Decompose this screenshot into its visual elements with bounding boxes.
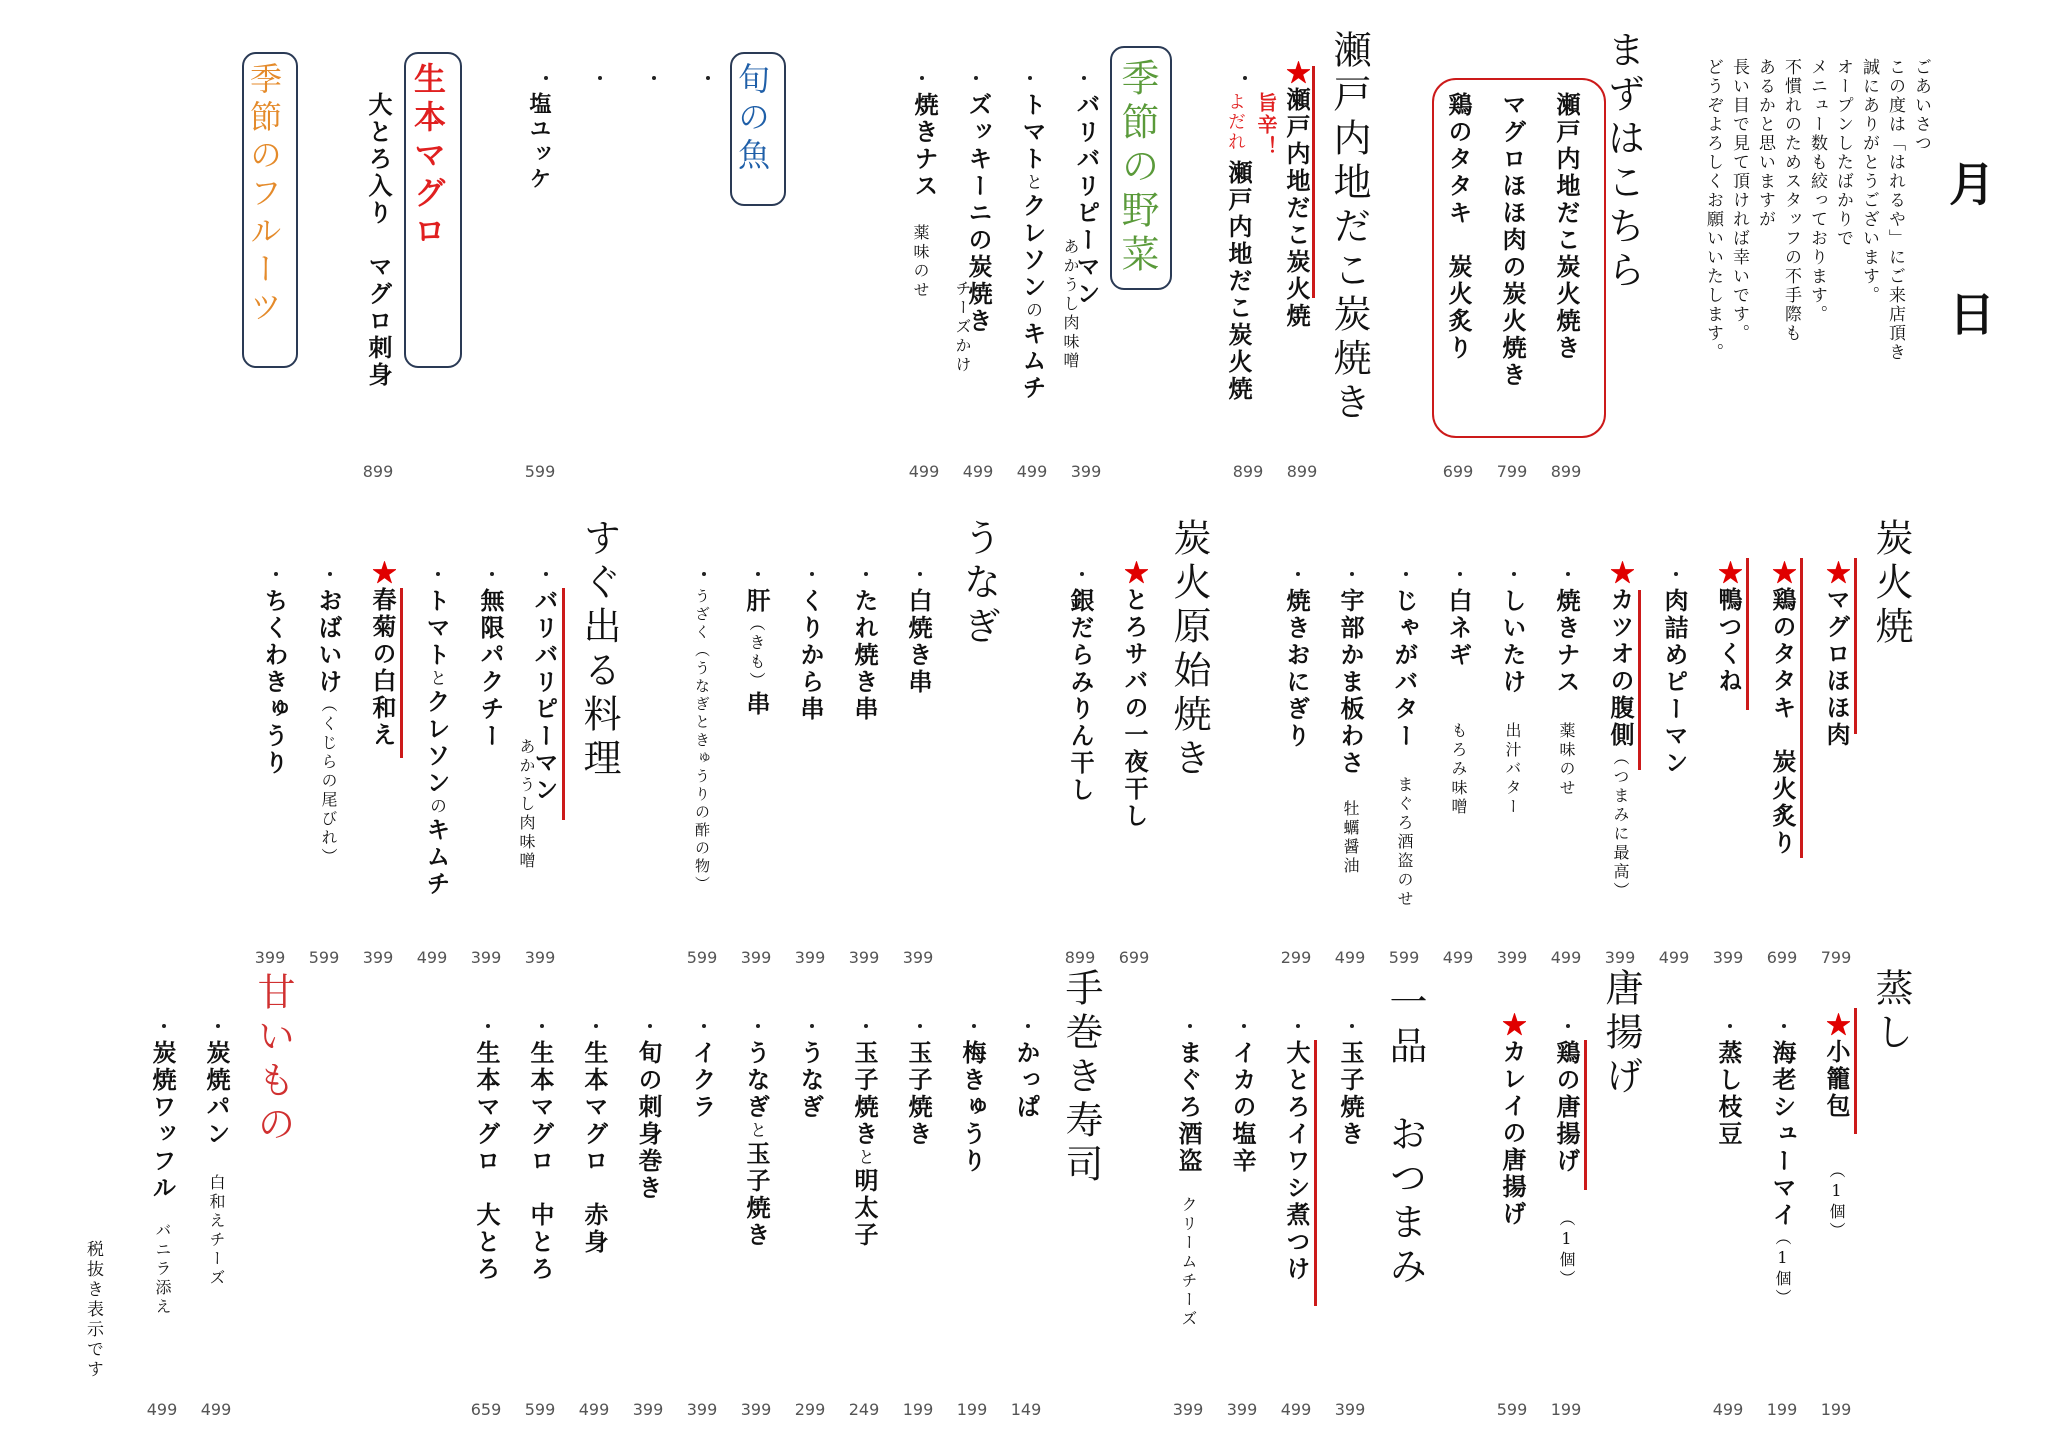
bullet xyxy=(702,572,706,576)
menu-note: 薬味のせ xyxy=(911,224,930,300)
bullet xyxy=(598,76,602,80)
tax-note: 税抜き表示です xyxy=(83,1240,103,1380)
menu-note: あかうし肉味噌 xyxy=(517,738,536,871)
menu-item-shirayaki: 白焼き串 xyxy=(904,588,933,696)
section-title-ippin: 一品 おつまみ xyxy=(1383,982,1427,1290)
menu-item-kurikara: くりから串 xyxy=(796,588,825,723)
price: 299 xyxy=(794,1400,826,1419)
red-underline xyxy=(1314,1040,1317,1306)
menu-item-mugen-pakuchi: 無限パクチー xyxy=(476,588,505,750)
bullet xyxy=(756,1024,760,1028)
section-title-karaage: 唐揚げ xyxy=(1599,968,1643,1100)
price: 499 xyxy=(146,1400,178,1419)
menu-item-maguro-akami: 生本マグロ 赤身 xyxy=(580,1040,609,1256)
menu-note: チーズかけ xyxy=(953,280,972,375)
section-title-yasai: 季節の野菜 xyxy=(1115,58,1159,278)
bullet xyxy=(1242,1024,1246,1028)
bullet xyxy=(1566,1024,1570,1028)
bullet xyxy=(1350,1024,1354,1028)
menu-item-tamago-maki: 玉子焼き xyxy=(904,1040,933,1148)
bullet xyxy=(1243,76,1247,80)
price: 899 xyxy=(1232,462,1264,481)
menu-item-gindara: 銀だらみりん干し xyxy=(1066,588,1095,804)
menu-item-tamago-mentai: 玉子焼きと明太子 xyxy=(850,1040,879,1249)
price: 899 xyxy=(1286,462,1318,481)
price: 399 xyxy=(470,948,502,967)
red-underline xyxy=(562,588,565,820)
section-title-mushi: 蒸し xyxy=(1869,968,1913,1056)
price: 199 xyxy=(1766,1400,1798,1419)
bullet xyxy=(544,572,548,576)
price: 899 xyxy=(1064,948,1096,967)
bullet xyxy=(918,1024,922,1028)
sauce-label: よだれ xyxy=(1225,92,1246,152)
section-title-shun: 旬の魚 xyxy=(733,62,771,176)
price: 799 xyxy=(1820,948,1852,967)
menu-item-maguro-otoro: 生本マグロ 大とろ xyxy=(472,1040,501,1283)
price: 149 xyxy=(1010,1400,1042,1419)
price: 399 xyxy=(740,948,772,967)
bullet xyxy=(706,76,710,80)
spicy-label: 旨辛！ xyxy=(1254,92,1278,158)
price: 399 xyxy=(848,948,880,967)
menu-item-kamo-tsukune: ★鴨つくね xyxy=(1714,560,1743,695)
menu-item-maguro-sashimi: 大とろ入り マグロ刺身 xyxy=(364,92,393,389)
price: 399 xyxy=(254,948,286,967)
menu-item-tomato-kimchi: トマトとクレソンのキムチ xyxy=(1018,92,1047,402)
section-title-amai: 甘いもの xyxy=(251,972,295,1148)
red-underline xyxy=(1746,558,1749,710)
bullet xyxy=(1782,1024,1786,1028)
menu-item-yakinasu: 焼きナス xyxy=(910,92,939,200)
menu-note: 牡蠣醤油 xyxy=(1341,800,1360,876)
menu-item-katsuo-harakawa: ★カツオの腹側（つまみに最高） xyxy=(1606,560,1635,901)
price: 499 xyxy=(578,1400,610,1419)
price: 499 xyxy=(1442,948,1474,967)
menu-item-ebi-shumai: 海老シューマイ（1個） xyxy=(1768,1040,1797,1308)
price: 599 xyxy=(524,462,556,481)
menu-item-shiitake: しいたけ xyxy=(1498,588,1527,696)
bullet xyxy=(1080,572,1084,576)
bullet xyxy=(652,76,656,80)
menu-item-chikuwa: ちくわきゅうり xyxy=(260,588,289,777)
bullet xyxy=(1026,1024,1030,1028)
price: 399 xyxy=(1226,1400,1258,1419)
price: 499 xyxy=(1712,1400,1744,1419)
red-underline xyxy=(1854,558,1857,734)
bullet xyxy=(216,1024,220,1028)
price: 499 xyxy=(1280,1400,1312,1419)
menu-note: クリームチーズ xyxy=(1179,1196,1198,1329)
price: 199 xyxy=(1820,1400,1852,1419)
bullet xyxy=(920,76,924,80)
section-title-temaki: 手巻き寿司 xyxy=(1059,968,1103,1188)
bullet xyxy=(1674,572,1678,576)
menu-item-maguro-hoho: マグロほほ肉の炭火焼き xyxy=(1498,92,1527,389)
price: 199 xyxy=(1550,1400,1582,1419)
menu-item-jaga-butter: じゃがバター xyxy=(1390,588,1419,750)
red-underline xyxy=(400,588,403,758)
section-title-mazu: まずはこちら xyxy=(1601,30,1645,294)
price: 599 xyxy=(1388,948,1420,967)
bullet xyxy=(864,1024,868,1028)
bullet xyxy=(1188,1024,1192,1028)
red-underline xyxy=(1312,66,1315,298)
menu-item-toro-saba: ★とろサバの一夜干し xyxy=(1120,560,1149,830)
menu-item-shungiku: ★春菊の白和え xyxy=(368,560,397,749)
menu-item-shiokara: イカの塩辛 xyxy=(1228,1040,1257,1175)
price: 499 xyxy=(1658,948,1690,967)
bullet xyxy=(1082,76,1086,80)
bullet xyxy=(810,572,814,576)
price: 499 xyxy=(962,462,994,481)
menu-item-tako-yodare: 瀬戸内地だこ炭火焼 xyxy=(1224,160,1253,403)
menu-item-tako-sumibi-2: ★瀬戸内地だこ炭火焼 xyxy=(1282,60,1311,330)
price: 399 xyxy=(902,948,934,967)
menu-item-tori-tataki: 鶏のタタキ 炭火炙り xyxy=(1444,92,1473,362)
bullet xyxy=(1566,572,1570,576)
bullet xyxy=(540,1024,544,1028)
price: 499 xyxy=(416,948,448,967)
bullet xyxy=(648,1024,652,1028)
menu-item-unagi-maki: うなぎ xyxy=(796,1040,825,1121)
price: 699 xyxy=(1766,948,1798,967)
menu-item-shironegi: 白ネギ xyxy=(1444,588,1473,669)
price: 399 xyxy=(524,948,556,967)
bullet xyxy=(328,572,332,576)
price: 249 xyxy=(848,1400,880,1419)
bullet xyxy=(436,572,440,576)
menu-item-piman: バリバリピーマン xyxy=(1072,92,1101,308)
bullet xyxy=(864,572,868,576)
price: 399 xyxy=(1070,462,1102,481)
price: 899 xyxy=(362,462,394,481)
menu-item-yukke: 塩ユッケ xyxy=(526,92,552,192)
section-title-genshi: 炭火原始焼き xyxy=(1167,518,1211,782)
red-underline xyxy=(1638,590,1641,770)
bullet xyxy=(918,572,922,576)
price: 499 xyxy=(908,462,940,481)
bullet xyxy=(1028,76,1032,80)
menu-item-kappa: かっぱ xyxy=(1012,1040,1041,1121)
price: 499 xyxy=(1550,948,1582,967)
price: 399 xyxy=(794,948,826,967)
menu-item-sumiyaki-pan: 炭焼パン xyxy=(202,1040,231,1148)
bullet xyxy=(486,1024,490,1028)
price: 499 xyxy=(200,1400,232,1419)
price: 599 xyxy=(524,1400,556,1419)
bullet xyxy=(544,76,548,80)
price: 799 xyxy=(1496,462,1528,481)
price: 199 xyxy=(902,1400,934,1419)
price: 399 xyxy=(1496,948,1528,967)
menu-item-maguro-chutoro: 生本マグロ 中とろ xyxy=(526,1040,555,1283)
menu-item-unagi-tamago: うなぎと玉子焼き xyxy=(742,1040,771,1249)
price: 399 xyxy=(686,1400,718,1419)
price: 599 xyxy=(1496,1400,1528,1419)
menu-item-edamame: 蒸し枝豆 xyxy=(1714,1040,1743,1148)
menu-item-shuto: まぐろ酒盗 xyxy=(1174,1040,1203,1175)
menu-item-shoronpo: ★小籠包 xyxy=(1822,1012,1851,1120)
section-title-unagi: うなぎ xyxy=(957,518,1001,650)
menu-item-sashimi-maki: 旬の刺身巻き xyxy=(634,1040,663,1202)
menu-item-kimo: 肝（きも）串 xyxy=(742,588,771,718)
menu-note: まぐろ酒盗のせ xyxy=(1395,776,1414,909)
menu-item-ume-kyuri: 梅きゅうり xyxy=(958,1040,987,1175)
bullet xyxy=(490,572,494,576)
menu-item-maguro-hoho-2: ★マグロほほ肉 xyxy=(1822,560,1851,749)
section-title-sumibi: 炭火焼 xyxy=(1869,518,1913,650)
menu-item-yakinasu-2: 焼きナス xyxy=(1552,588,1581,696)
price: 399 xyxy=(1172,1400,1204,1419)
price: 599 xyxy=(686,948,718,967)
menu-item-tako-sumibi: 瀬戸内地だこ炭火焼き xyxy=(1552,92,1581,362)
month-label: 月 xyxy=(1942,160,1996,206)
red-underline xyxy=(1584,1040,1587,1190)
menu-item-karei-karaage: ★カレイの唐揚げ xyxy=(1498,1012,1527,1228)
price: 399 xyxy=(1334,1400,1366,1419)
greeting-text: ごあいさつ この度は「はれるや」にご来店頂き 誠にありがとうございます。 オープンしたばかりで メニュー数も絞っております。 不慣れのためスタッフの不手際も あるかと思いますが 長い目で見て頂ければ幸いです。 どうぞよろしくお願いいたします。 xyxy=(1703,58,1931,362)
menu-item-zucchini: ズッキーニの炭焼き xyxy=(964,92,993,335)
bullet xyxy=(1458,572,1462,576)
day-label: 日 xyxy=(1942,290,1996,336)
bullet xyxy=(1296,1024,1300,1028)
price: 899 xyxy=(1550,462,1582,481)
price: 399 xyxy=(740,1400,772,1419)
price: 399 xyxy=(1712,948,1744,967)
price: 699 xyxy=(1442,462,1474,481)
bullet xyxy=(594,1024,598,1028)
section-title-tako: 瀬戸内地だこ炭焼き xyxy=(1327,30,1371,426)
menu-item-tamagoyaki: 玉子焼き xyxy=(1336,1040,1365,1148)
menu-item-itawasa: 宇部かま板わさ xyxy=(1336,588,1365,777)
price: 499 xyxy=(1016,462,1048,481)
price: 199 xyxy=(956,1400,988,1419)
menu-item-tareyaki: たれ焼き串 xyxy=(850,588,879,723)
menu-item-tomato-kimchi-2: トマトとクレソンのキムチ xyxy=(422,588,451,898)
menu-item-tori-karaage: 鶏の唐揚げ xyxy=(1552,1040,1581,1175)
bullet xyxy=(162,1024,166,1028)
menu-item-waffle: 炭焼ワッフル xyxy=(148,1040,177,1202)
bullet xyxy=(1728,1024,1732,1028)
bullet xyxy=(274,572,278,576)
price: 399 xyxy=(632,1400,664,1419)
price: 659 xyxy=(470,1400,502,1419)
bullet xyxy=(974,76,978,80)
price: 499 xyxy=(1334,948,1366,967)
bullet xyxy=(1296,572,1300,576)
menu-note: あかうし肉味噌 xyxy=(1061,238,1080,371)
price: 599 xyxy=(308,948,340,967)
menu-note: 白和えチーズ xyxy=(207,1174,226,1288)
price: 699 xyxy=(1118,948,1150,967)
red-underline xyxy=(1800,558,1803,858)
menu-note: もろみ味噌 xyxy=(1449,722,1468,817)
menu-note: 薬味のせ xyxy=(1557,722,1576,798)
menu-item-ikura: イクラ xyxy=(688,1040,717,1121)
section-title-fruit: 季節のフルーツ xyxy=(245,62,283,328)
bullet xyxy=(1512,572,1516,576)
menu-note: （1個） xyxy=(1827,1162,1846,1241)
menu-item-yaki-onigiri: 焼きおにぎり xyxy=(1282,588,1311,750)
menu-item-nikuzume-piman: 肉詰めピーマン xyxy=(1660,588,1689,777)
price: 299 xyxy=(1280,948,1312,967)
menu-item-uzaku: うざく（うなぎときゅうりの酢の物） xyxy=(693,588,711,894)
bullet xyxy=(756,572,760,576)
menu-item-iwashi: 大とろイワシ煮つけ xyxy=(1282,1040,1311,1283)
red-underline xyxy=(1854,1008,1857,1134)
menu-note: （1個） xyxy=(1557,1210,1576,1289)
menu-item-obaike: おばいけ（くじらの尾びれ） xyxy=(314,588,343,867)
menu-item-piman-2: バリバリピーマン xyxy=(530,588,559,804)
menu-note: 出汁バター xyxy=(1503,722,1522,817)
bullet xyxy=(1350,572,1354,576)
bullet xyxy=(972,1024,976,1028)
price: 399 xyxy=(1604,948,1636,967)
bullet xyxy=(702,1024,706,1028)
price: 399 xyxy=(362,948,394,967)
section-title-sugu: すぐ出る料理 xyxy=(577,518,621,782)
menu-note: バニラ添え xyxy=(153,1222,172,1317)
section-title-maguro: 生本マグロ xyxy=(409,62,447,252)
menu-item-tori-tataki-2: ★鶏のタタキ 炭火炙り xyxy=(1768,560,1797,857)
bullet xyxy=(1404,572,1408,576)
bullet xyxy=(810,1024,814,1028)
